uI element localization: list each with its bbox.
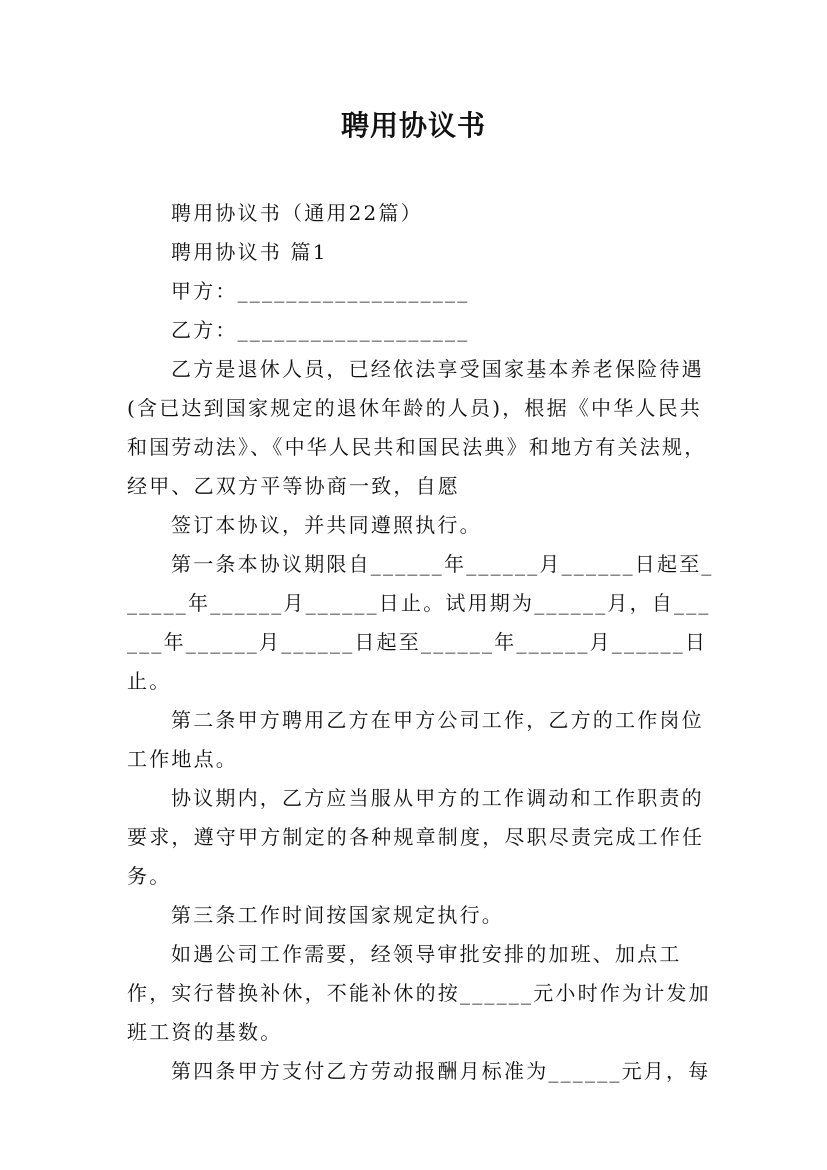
article-two-paragraph: 第二条甲方聘用乙方在甲方公司工作，乙方的工作岗位工作地点。	[127, 708, 704, 771]
document-body	[127, 194, 717, 1091]
party-b-line: 乙方：___________________	[171, 318, 470, 342]
document-title: 聘用协议书	[340, 109, 486, 142]
preamble-continued-paragraph: 签订本协议，并共同遵照执行。	[171, 513, 482, 537]
article-one-paragraph: 第一条本协议期限自______年______月______日起至______年______月______日止。试用期为______月，自______年______月______日起至______年______月______日止。	[127, 552, 714, 693]
party-a-line: 甲方：___________________	[171, 279, 470, 303]
preamble-paragraph: 乙方是退休人员，已经依法享受国家基本养老保险待遇(含已达到国家规定的退休年龄的人员)，根据《中华人民共和国劳动法》、《中华人民共和国民法典》和地方有关法规，经甲、乙双方平等协商一致，自愿	[127, 357, 707, 498]
section-heading: 聘用协议书 篇1	[171, 240, 328, 264]
subtitle-paragraph: 聘用协议书（通用22篇）	[171, 201, 423, 225]
article-four-paragraph: 第四条甲方支付乙方劳动报酬月标准为______元月，每	[171, 1059, 711, 1083]
duties-paragraph: 协议期内，乙方应当服从甲方的工作调动和工作职责的要求，遵守甲方制定的各种规章制度，尽职尽责完成工作任务。	[127, 786, 705, 888]
article-three-paragraph: 第三条工作时间按国家规定执行。	[171, 903, 504, 927]
overtime-paragraph: 如遇公司工作需要，经领导审批安排的加班、加点工作，实行替换补休，不能补休的按______元小时作为计发加班工资的基数。	[127, 942, 711, 1044]
